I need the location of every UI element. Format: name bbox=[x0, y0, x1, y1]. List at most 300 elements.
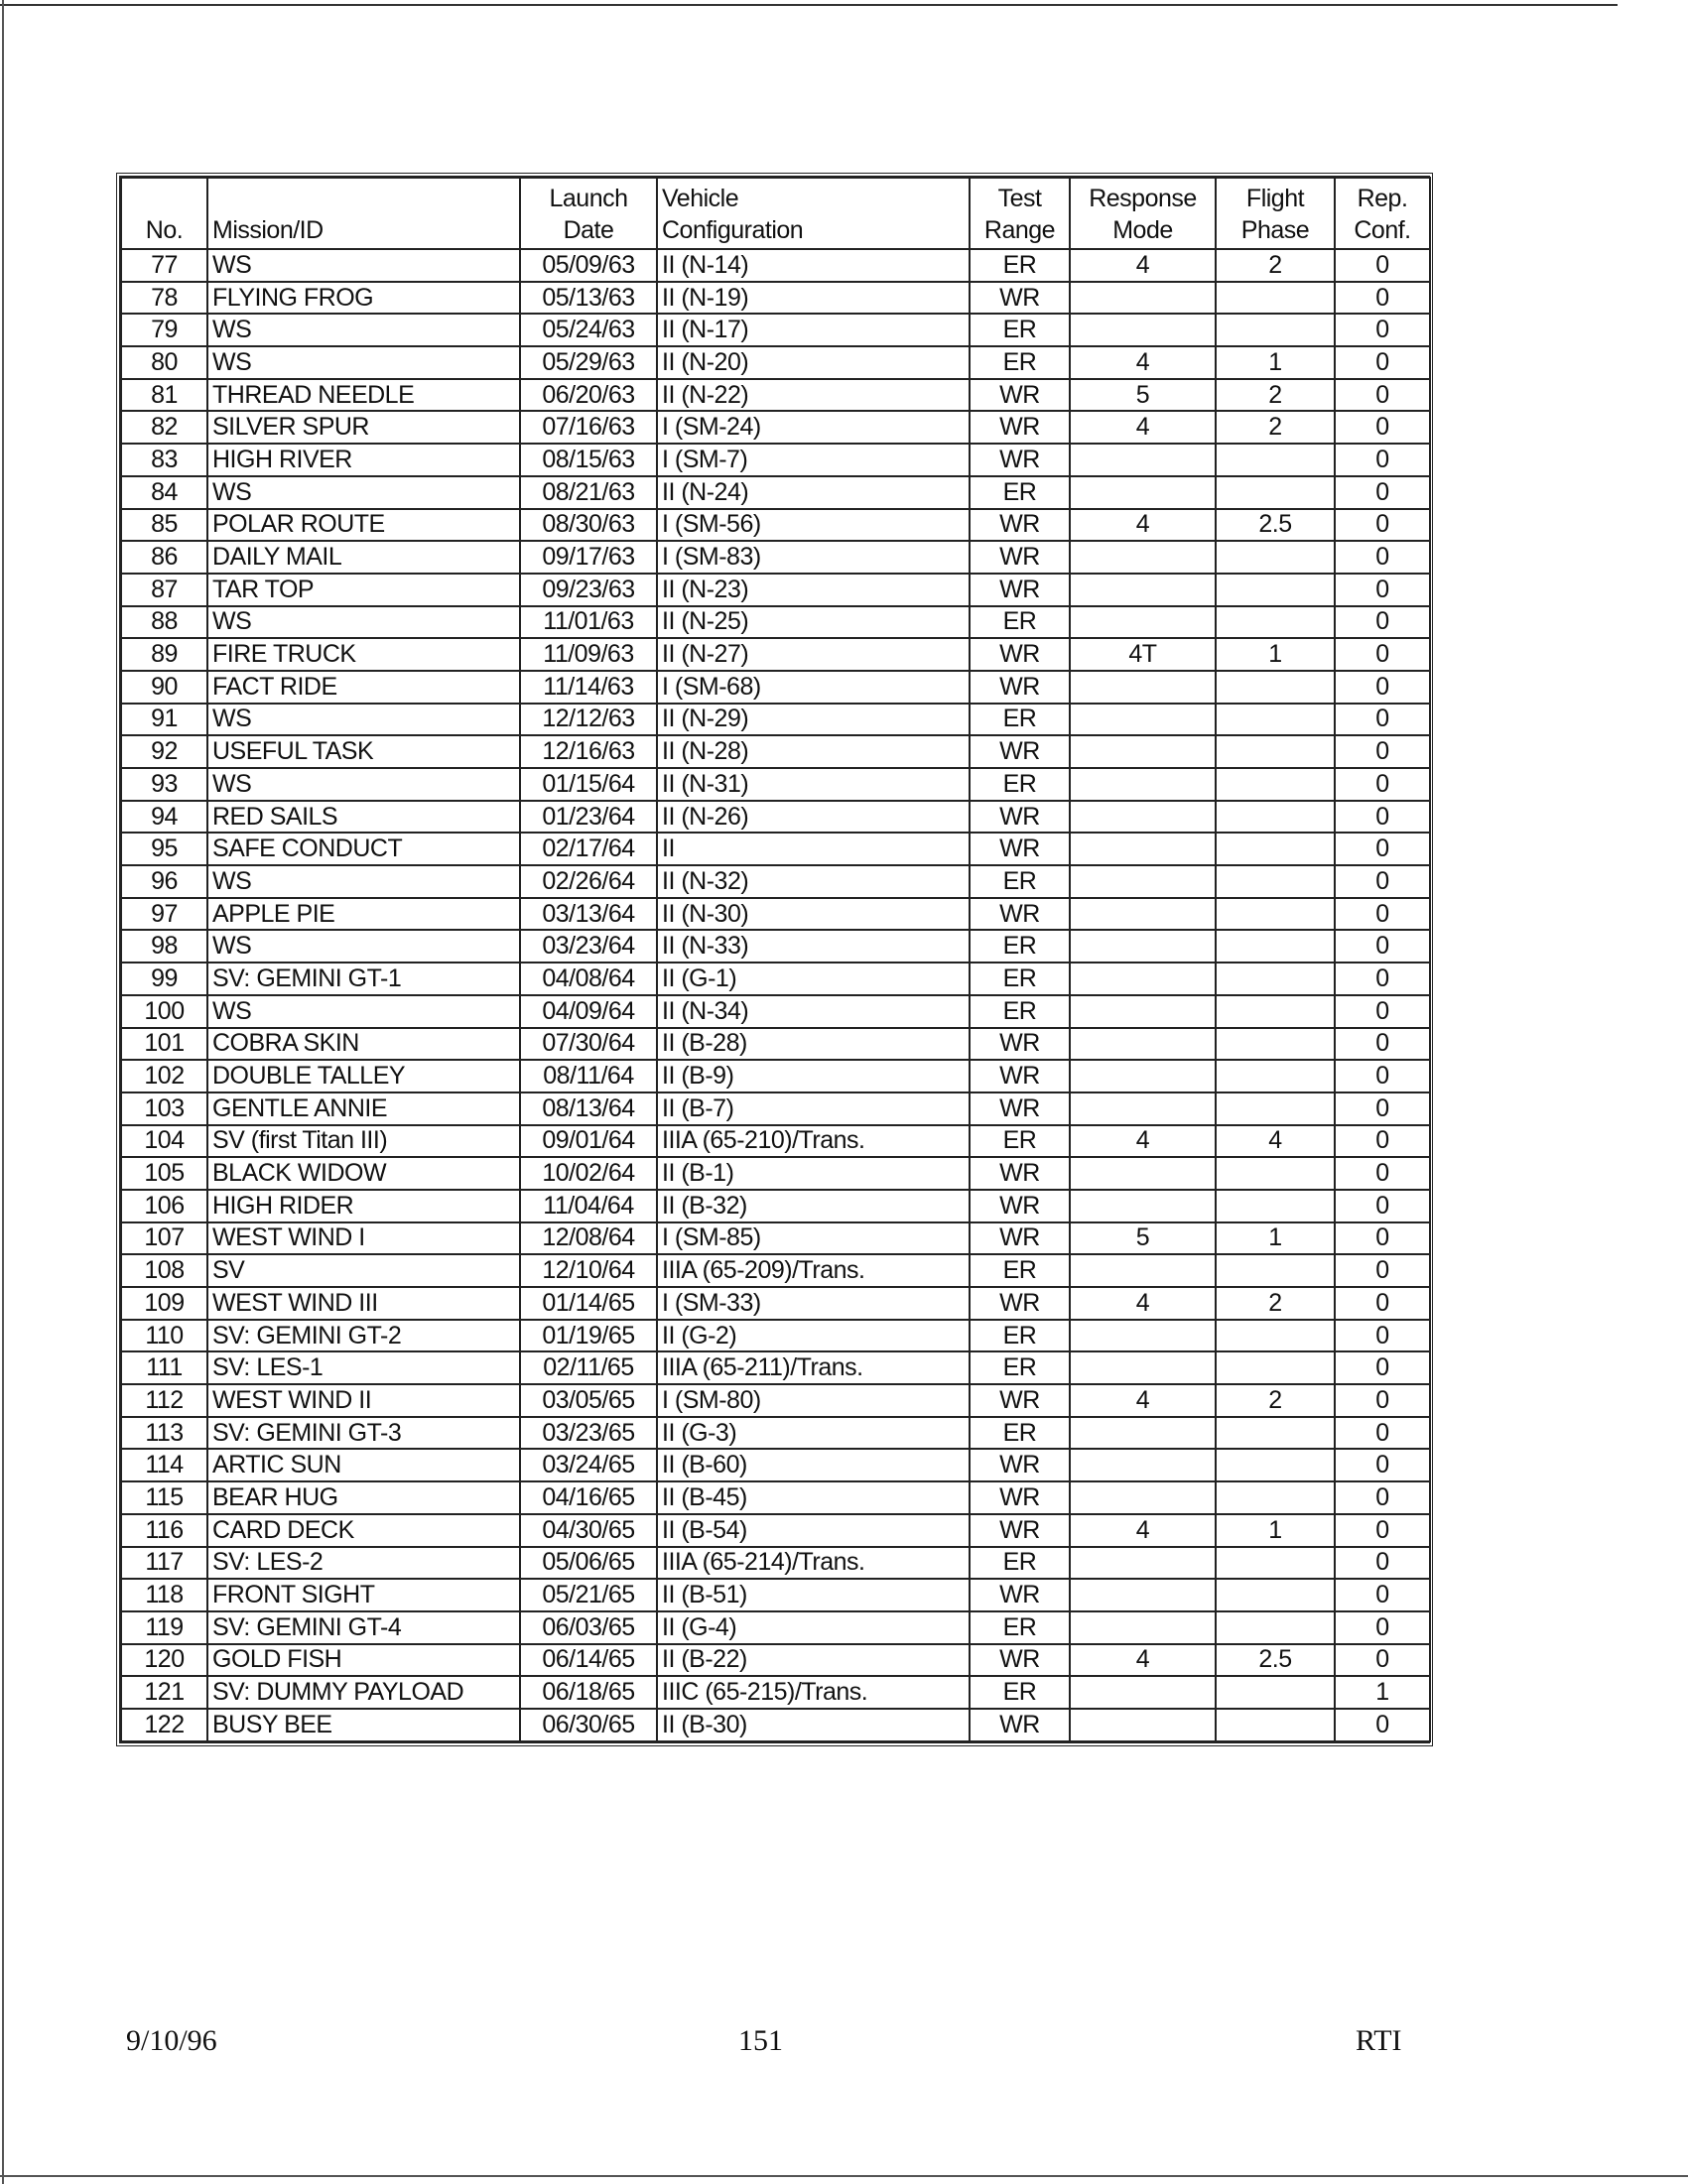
cell-response-mode bbox=[1070, 1320, 1216, 1352]
cell-flight-phase bbox=[1216, 1157, 1335, 1190]
cell-no: 103 bbox=[121, 1092, 207, 1125]
cell-response-mode bbox=[1070, 865, 1216, 898]
cell-rep-conf: 0 bbox=[1335, 1481, 1430, 1514]
cell-rep-conf: 0 bbox=[1335, 574, 1430, 606]
cell-launch-date: 02/26/64 bbox=[520, 865, 657, 898]
cell-mission-id: SV: GEMINI GT-3 bbox=[207, 1417, 520, 1450]
cell-vehicle-configuration: II (B-60) bbox=[657, 1449, 970, 1481]
cell-launch-date: 08/15/63 bbox=[520, 444, 657, 476]
cell-vehicle-configuration: II (N-29) bbox=[657, 704, 970, 736]
cell-vehicle-configuration: II (G-3) bbox=[657, 1417, 970, 1450]
cell-no: 85 bbox=[121, 509, 207, 542]
cell-test-range: WR bbox=[970, 1449, 1070, 1481]
cell-no: 119 bbox=[121, 1611, 207, 1644]
cell-launch-date: 01/15/64 bbox=[520, 768, 657, 801]
cell-rep-conf: 0 bbox=[1335, 411, 1430, 444]
cell-test-range: WR bbox=[970, 1028, 1070, 1061]
cell-response-mode bbox=[1070, 1579, 1216, 1611]
cell-test-range: WR bbox=[970, 541, 1070, 574]
cell-launch-date: 04/30/65 bbox=[520, 1514, 657, 1547]
cell-rep-conf: 0 bbox=[1335, 1222, 1430, 1255]
cell-response-mode bbox=[1070, 963, 1216, 995]
cell-launch-date: 08/11/64 bbox=[520, 1060, 657, 1092]
cell-response-mode bbox=[1070, 314, 1216, 346]
table-row bbox=[121, 541, 1430, 574]
cell-flight-phase: 1 bbox=[1216, 346, 1335, 379]
top-edge-rule bbox=[0, 4, 1618, 6]
header-flight-phase bbox=[1216, 178, 1335, 249]
cell-vehicle-configuration: II (B-7) bbox=[657, 1092, 970, 1125]
cell-launch-date: 09/23/63 bbox=[520, 574, 657, 606]
header-no-label: No. bbox=[145, 216, 184, 244]
cell-test-range: ER bbox=[970, 1417, 1070, 1450]
cell-response-mode: 4 bbox=[1070, 1644, 1216, 1677]
cell-test-range: ER bbox=[970, 1676, 1070, 1709]
cell-launch-date: 02/17/64 bbox=[520, 833, 657, 865]
cell-flight-phase: 2 bbox=[1216, 379, 1335, 412]
cell-mission-id: COBRA SKIN bbox=[207, 1028, 520, 1061]
cell-launch-date: 09/17/63 bbox=[520, 541, 657, 574]
cell-mission-id: ARTIC SUN bbox=[207, 1449, 520, 1481]
cell-response-mode bbox=[1070, 801, 1216, 834]
cell-vehicle-configuration: II (G-2) bbox=[657, 1320, 970, 1352]
cell-launch-date: 08/30/63 bbox=[520, 509, 657, 542]
cell-flight-phase bbox=[1216, 963, 1335, 995]
cell-test-range: ER bbox=[970, 249, 1070, 282]
cell-vehicle-configuration: IIIA (65-211)/Trans. bbox=[657, 1351, 970, 1384]
cell-response-mode bbox=[1070, 1547, 1216, 1580]
cell-response-mode bbox=[1070, 1351, 1216, 1384]
cell-test-range: WR bbox=[970, 1481, 1070, 1514]
table-row bbox=[121, 1676, 1430, 1709]
table-row bbox=[121, 1514, 1430, 1547]
cell-no: 91 bbox=[121, 704, 207, 736]
cell-rep-conf: 0 bbox=[1335, 833, 1430, 865]
cell-test-range: WR bbox=[970, 1060, 1070, 1092]
cell-test-range: ER bbox=[970, 1320, 1070, 1352]
cell-test-range: ER bbox=[970, 606, 1070, 639]
table-row bbox=[121, 833, 1430, 865]
cell-mission-id: WEST WIND III bbox=[207, 1287, 520, 1320]
cell-test-range: ER bbox=[970, 963, 1070, 995]
cell-no: 118 bbox=[121, 1579, 207, 1611]
table-row bbox=[121, 638, 1430, 671]
cell-test-range: ER bbox=[970, 1351, 1070, 1384]
cell-rep-conf: 0 bbox=[1335, 704, 1430, 736]
cell-mission-id: FLYING FROG bbox=[207, 282, 520, 315]
cell-mission-id: BUSY BEE bbox=[207, 1709, 520, 1741]
cell-response-mode: 4 bbox=[1070, 509, 1216, 542]
cell-rep-conf: 0 bbox=[1335, 1547, 1430, 1580]
cell-response-mode bbox=[1070, 1709, 1216, 1741]
cell-vehicle-configuration: II (B-45) bbox=[657, 1481, 970, 1514]
cell-rep-conf: 0 bbox=[1335, 768, 1430, 801]
cell-no: 104 bbox=[121, 1125, 207, 1158]
cell-test-range: WR bbox=[970, 379, 1070, 412]
cell-no: 97 bbox=[121, 898, 207, 931]
cell-rep-conf: 0 bbox=[1335, 1709, 1430, 1741]
table-row bbox=[121, 898, 1430, 931]
cell-response-mode: 4 bbox=[1070, 1384, 1216, 1417]
cell-no: 81 bbox=[121, 379, 207, 412]
cell-launch-date: 04/08/64 bbox=[520, 963, 657, 995]
header-no bbox=[121, 178, 207, 249]
cell-launch-date: 05/21/65 bbox=[520, 1579, 657, 1611]
cell-response-mode: 4 bbox=[1070, 346, 1216, 379]
cell-flight-phase bbox=[1216, 1547, 1335, 1580]
table-row bbox=[121, 768, 1430, 801]
cell-launch-date: 09/01/64 bbox=[520, 1125, 657, 1158]
cell-launch-date: 11/04/64 bbox=[520, 1190, 657, 1222]
cell-rep-conf: 0 bbox=[1335, 898, 1430, 931]
table-row bbox=[121, 963, 1430, 995]
header-launch-date-bottom: Date bbox=[563, 216, 614, 244]
cell-flight-phase bbox=[1216, 1449, 1335, 1481]
cell-no: 88 bbox=[121, 606, 207, 639]
cell-launch-date: 05/06/65 bbox=[520, 1547, 657, 1580]
cell-launch-date: 06/14/65 bbox=[520, 1644, 657, 1677]
cell-rep-conf: 0 bbox=[1335, 1611, 1430, 1644]
cell-vehicle-configuration: II bbox=[657, 833, 970, 865]
table-row bbox=[121, 476, 1430, 509]
cell-vehicle-configuration: II (N-30) bbox=[657, 898, 970, 931]
cell-test-range: ER bbox=[970, 1254, 1070, 1287]
table-body bbox=[121, 249, 1430, 1741]
cell-test-range: WR bbox=[970, 574, 1070, 606]
cell-test-range: WR bbox=[970, 282, 1070, 315]
cell-flight-phase bbox=[1216, 865, 1335, 898]
cell-mission-id: WS bbox=[207, 768, 520, 801]
cell-flight-phase bbox=[1216, 1190, 1335, 1222]
cell-rep-conf: 0 bbox=[1335, 1351, 1430, 1384]
table-row bbox=[121, 1611, 1430, 1644]
table-row bbox=[121, 1579, 1430, 1611]
cell-no: 96 bbox=[121, 865, 207, 898]
cell-launch-date: 06/20/63 bbox=[520, 379, 657, 412]
table-row bbox=[121, 735, 1430, 768]
cell-test-range: WR bbox=[970, 735, 1070, 768]
cell-mission-id: WS bbox=[207, 314, 520, 346]
cell-vehicle-configuration: II (B-22) bbox=[657, 1644, 970, 1677]
cell-vehicle-configuration: I (SM-56) bbox=[657, 509, 970, 542]
cell-rep-conf: 0 bbox=[1335, 1190, 1430, 1222]
cell-flight-phase bbox=[1216, 444, 1335, 476]
header-mission-id-label: Mission/ID bbox=[212, 216, 324, 244]
cell-mission-id: WS bbox=[207, 865, 520, 898]
cell-no: 80 bbox=[121, 346, 207, 379]
cell-vehicle-configuration: II (N-26) bbox=[657, 801, 970, 834]
header-vehicle-top: Vehicle bbox=[662, 185, 739, 212]
cell-mission-id: FRONT SIGHT bbox=[207, 1579, 520, 1611]
cell-response-mode bbox=[1070, 768, 1216, 801]
cell-vehicle-configuration: II (B-30) bbox=[657, 1709, 970, 1741]
cell-launch-date: 11/09/63 bbox=[520, 638, 657, 671]
table-row bbox=[121, 1157, 1430, 1190]
cell-response-mode bbox=[1070, 1676, 1216, 1709]
table-row bbox=[121, 930, 1430, 963]
cell-mission-id: SV: LES-1 bbox=[207, 1351, 520, 1384]
cell-mission-id: WEST WIND II bbox=[207, 1384, 520, 1417]
cell-rep-conf: 0 bbox=[1335, 249, 1430, 282]
cell-mission-id: SV: LES-2 bbox=[207, 1547, 520, 1580]
cell-no: 113 bbox=[121, 1417, 207, 1450]
cell-mission-id: SILVER SPUR bbox=[207, 411, 520, 444]
cell-flight-phase bbox=[1216, 735, 1335, 768]
cell-flight-phase bbox=[1216, 1092, 1335, 1125]
table-row bbox=[121, 1092, 1430, 1125]
cell-mission-id: SV: GEMINI GT-4 bbox=[207, 1611, 520, 1644]
cell-mission-id: BLACK WIDOW bbox=[207, 1157, 520, 1190]
cell-flight-phase: 2 bbox=[1216, 411, 1335, 444]
cell-launch-date: 03/23/65 bbox=[520, 1417, 657, 1450]
cell-rep-conf: 0 bbox=[1335, 671, 1430, 704]
cell-rep-conf: 0 bbox=[1335, 1092, 1430, 1125]
cell-flight-phase bbox=[1216, 768, 1335, 801]
cell-no: 120 bbox=[121, 1644, 207, 1677]
cell-test-range: WR bbox=[970, 1092, 1070, 1125]
cell-vehicle-configuration: II (B-51) bbox=[657, 1579, 970, 1611]
table-row bbox=[121, 379, 1430, 412]
cell-vehicle-configuration: II (G-1) bbox=[657, 963, 970, 995]
cell-launch-date: 10/02/64 bbox=[520, 1157, 657, 1190]
cell-mission-id: HIGH RIVER bbox=[207, 444, 520, 476]
cell-mission-id: WS bbox=[207, 995, 520, 1028]
footer-organization: RTI bbox=[1356, 2024, 1402, 2057]
table-row bbox=[121, 1190, 1430, 1222]
cell-flight-phase: 1 bbox=[1216, 1222, 1335, 1255]
cell-vehicle-configuration: II (G-4) bbox=[657, 1611, 970, 1644]
cell-no: 95 bbox=[121, 833, 207, 865]
cell-test-range: WR bbox=[970, 444, 1070, 476]
cell-rep-conf: 0 bbox=[1335, 1644, 1430, 1677]
header-rep-conf bbox=[1335, 178, 1430, 249]
cell-mission-id: SV bbox=[207, 1254, 520, 1287]
cell-no: 77 bbox=[121, 249, 207, 282]
cell-launch-date: 05/09/63 bbox=[520, 249, 657, 282]
table-row bbox=[121, 1449, 1430, 1481]
table-row bbox=[121, 671, 1430, 704]
cell-flight-phase: 1 bbox=[1216, 1514, 1335, 1547]
cell-no: 92 bbox=[121, 735, 207, 768]
cell-no: 121 bbox=[121, 1676, 207, 1709]
cell-no: 107 bbox=[121, 1222, 207, 1255]
cell-response-mode: 5 bbox=[1070, 1222, 1216, 1255]
cell-vehicle-configuration: II (B-28) bbox=[657, 1028, 970, 1061]
cell-test-range: WR bbox=[970, 833, 1070, 865]
cell-response-mode: 4 bbox=[1070, 249, 1216, 282]
header-flight-phase-top: Flight bbox=[1245, 185, 1305, 212]
cell-test-range: ER bbox=[970, 1125, 1070, 1158]
cell-response-mode bbox=[1070, 1060, 1216, 1092]
cell-test-range: WR bbox=[970, 1222, 1070, 1255]
cell-no: 87 bbox=[121, 574, 207, 606]
table-row bbox=[121, 509, 1430, 542]
cell-mission-id: APPLE PIE bbox=[207, 898, 520, 931]
cell-no: 86 bbox=[121, 541, 207, 574]
cell-rep-conf: 0 bbox=[1335, 346, 1430, 379]
cell-flight-phase bbox=[1216, 1481, 1335, 1514]
cell-mission-id: WS bbox=[207, 606, 520, 639]
cell-vehicle-configuration: II (N-23) bbox=[657, 574, 970, 606]
cell-no: 101 bbox=[121, 1028, 207, 1061]
table-row bbox=[121, 1125, 1430, 1158]
cell-launch-date: 04/09/64 bbox=[520, 995, 657, 1028]
cell-response-mode bbox=[1070, 1190, 1216, 1222]
cell-response-mode: 4T bbox=[1070, 638, 1216, 671]
cell-flight-phase: 2.5 bbox=[1216, 509, 1335, 542]
cell-launch-date: 04/16/65 bbox=[520, 1481, 657, 1514]
cell-vehicle-configuration: IIIC (65-215)/Trans. bbox=[657, 1676, 970, 1709]
cell-mission-id: WS bbox=[207, 930, 520, 963]
cell-no: 111 bbox=[121, 1351, 207, 1384]
cell-response-mode bbox=[1070, 833, 1216, 865]
cell-test-range: WR bbox=[970, 1644, 1070, 1677]
cell-launch-date: 12/16/63 bbox=[520, 735, 657, 768]
cell-flight-phase: 2 bbox=[1216, 249, 1335, 282]
cell-response-mode bbox=[1070, 1092, 1216, 1125]
cell-vehicle-configuration: II (N-22) bbox=[657, 379, 970, 412]
table-row bbox=[121, 1547, 1430, 1580]
cell-vehicle-configuration: II (N-31) bbox=[657, 768, 970, 801]
footer-date: 9/10/96 bbox=[126, 2024, 217, 2057]
cell-response-mode: 4 bbox=[1070, 411, 1216, 444]
cell-no: 90 bbox=[121, 671, 207, 704]
cell-launch-date: 01/14/65 bbox=[520, 1287, 657, 1320]
cell-flight-phase bbox=[1216, 1676, 1335, 1709]
cell-response-mode bbox=[1070, 1611, 1216, 1644]
cell-response-mode bbox=[1070, 1157, 1216, 1190]
cell-vehicle-configuration: I (SM-7) bbox=[657, 444, 970, 476]
table-row bbox=[121, 1709, 1430, 1741]
table-row bbox=[121, 801, 1430, 834]
cell-vehicle-configuration: II (B-1) bbox=[657, 1157, 970, 1190]
cell-response-mode: 5 bbox=[1070, 379, 1216, 412]
cell-flight-phase bbox=[1216, 282, 1335, 315]
cell-test-range: ER bbox=[970, 930, 1070, 963]
cell-flight-phase bbox=[1216, 930, 1335, 963]
cell-no: 94 bbox=[121, 801, 207, 834]
cell-response-mode bbox=[1070, 704, 1216, 736]
cell-flight-phase bbox=[1216, 1254, 1335, 1287]
cell-response-mode bbox=[1070, 1028, 1216, 1061]
header-flight-phase-bottom: Phase bbox=[1240, 216, 1310, 244]
cell-no: 122 bbox=[121, 1709, 207, 1741]
cell-launch-date: 06/03/65 bbox=[520, 1611, 657, 1644]
cell-flight-phase bbox=[1216, 1320, 1335, 1352]
cell-launch-date: 11/01/63 bbox=[520, 606, 657, 639]
cell-response-mode bbox=[1070, 995, 1216, 1028]
cell-rep-conf: 0 bbox=[1335, 606, 1430, 639]
cell-launch-date: 11/14/63 bbox=[520, 671, 657, 704]
cell-no: 79 bbox=[121, 314, 207, 346]
cell-response-mode bbox=[1070, 282, 1216, 315]
table-row bbox=[121, 249, 1430, 282]
table-row bbox=[121, 314, 1430, 346]
cell-test-range: ER bbox=[970, 865, 1070, 898]
cell-launch-date: 12/08/64 bbox=[520, 1222, 657, 1255]
cell-no: 102 bbox=[121, 1060, 207, 1092]
cell-mission-id: USEFUL TASK bbox=[207, 735, 520, 768]
cell-rep-conf: 1 bbox=[1335, 1676, 1430, 1709]
cell-launch-date: 01/19/65 bbox=[520, 1320, 657, 1352]
cell-launch-date: 05/13/63 bbox=[520, 282, 657, 315]
cell-test-range: ER bbox=[970, 1547, 1070, 1580]
cell-vehicle-configuration: II (B-32) bbox=[657, 1190, 970, 1222]
cell-vehicle-configuration: I (SM-33) bbox=[657, 1287, 970, 1320]
cell-no: 100 bbox=[121, 995, 207, 1028]
cell-rep-conf: 0 bbox=[1335, 509, 1430, 542]
cell-launch-date: 01/23/64 bbox=[520, 801, 657, 834]
cell-flight-phase bbox=[1216, 606, 1335, 639]
cell-no: 83 bbox=[121, 444, 207, 476]
cell-rep-conf: 0 bbox=[1335, 735, 1430, 768]
cell-flight-phase bbox=[1216, 898, 1335, 931]
table-row bbox=[121, 1351, 1430, 1384]
table-row bbox=[121, 1254, 1430, 1287]
cell-response-mode bbox=[1070, 735, 1216, 768]
cell-mission-id: FACT RIDE bbox=[207, 671, 520, 704]
header-test-range-top: Test bbox=[997, 185, 1042, 212]
cell-launch-date: 06/18/65 bbox=[520, 1676, 657, 1709]
cell-rep-conf: 0 bbox=[1335, 444, 1430, 476]
cell-mission-id: RED SAILS bbox=[207, 801, 520, 834]
cell-vehicle-configuration: IIIA (65-209)/Trans. bbox=[657, 1254, 970, 1287]
table-row bbox=[121, 444, 1430, 476]
table-row bbox=[121, 865, 1430, 898]
table-row bbox=[121, 995, 1430, 1028]
cell-flight-phase: 2 bbox=[1216, 1384, 1335, 1417]
cell-test-range: WR bbox=[970, 1384, 1070, 1417]
cell-no: 116 bbox=[121, 1514, 207, 1547]
cell-flight-phase: 2 bbox=[1216, 1287, 1335, 1320]
cell-mission-id: WS bbox=[207, 476, 520, 509]
cell-test-range: WR bbox=[970, 1514, 1070, 1547]
cell-flight-phase bbox=[1216, 704, 1335, 736]
cell-response-mode bbox=[1070, 898, 1216, 931]
bottom-edge-rule bbox=[0, 2175, 1688, 2177]
cell-vehicle-configuration: II (N-32) bbox=[657, 865, 970, 898]
cell-rep-conf: 0 bbox=[1335, 379, 1430, 412]
cell-flight-phase bbox=[1216, 476, 1335, 509]
cell-test-range: WR bbox=[970, 638, 1070, 671]
cell-rep-conf: 0 bbox=[1335, 1514, 1430, 1547]
cell-mission-id: HIGH RIDER bbox=[207, 1190, 520, 1222]
cell-launch-date: 05/24/63 bbox=[520, 314, 657, 346]
cell-rep-conf: 0 bbox=[1335, 1417, 1430, 1450]
cell-response-mode bbox=[1070, 476, 1216, 509]
table-row bbox=[121, 1644, 1430, 1677]
cell-no: 98 bbox=[121, 930, 207, 963]
cell-mission-id: SV (first Titan III) bbox=[207, 1125, 520, 1158]
left-edge-rule bbox=[2, 0, 4, 2184]
page-number: 151 bbox=[738, 2024, 783, 2057]
cell-no: 115 bbox=[121, 1481, 207, 1514]
cell-rep-conf: 0 bbox=[1335, 1157, 1430, 1190]
table-row bbox=[121, 1287, 1430, 1320]
cell-no: 106 bbox=[121, 1190, 207, 1222]
cell-launch-date: 03/23/64 bbox=[520, 930, 657, 963]
cell-launch-date: 07/16/63 bbox=[520, 411, 657, 444]
cell-mission-id: WS bbox=[207, 249, 520, 282]
cell-mission-id: GENTLE ANNIE bbox=[207, 1092, 520, 1125]
cell-rep-conf: 0 bbox=[1335, 1579, 1430, 1611]
cell-flight-phase bbox=[1216, 574, 1335, 606]
table-row bbox=[121, 411, 1430, 444]
cell-test-range: ER bbox=[970, 995, 1070, 1028]
table-row bbox=[121, 704, 1430, 736]
cell-rep-conf: 0 bbox=[1335, 1384, 1430, 1417]
cell-test-range: ER bbox=[970, 704, 1070, 736]
